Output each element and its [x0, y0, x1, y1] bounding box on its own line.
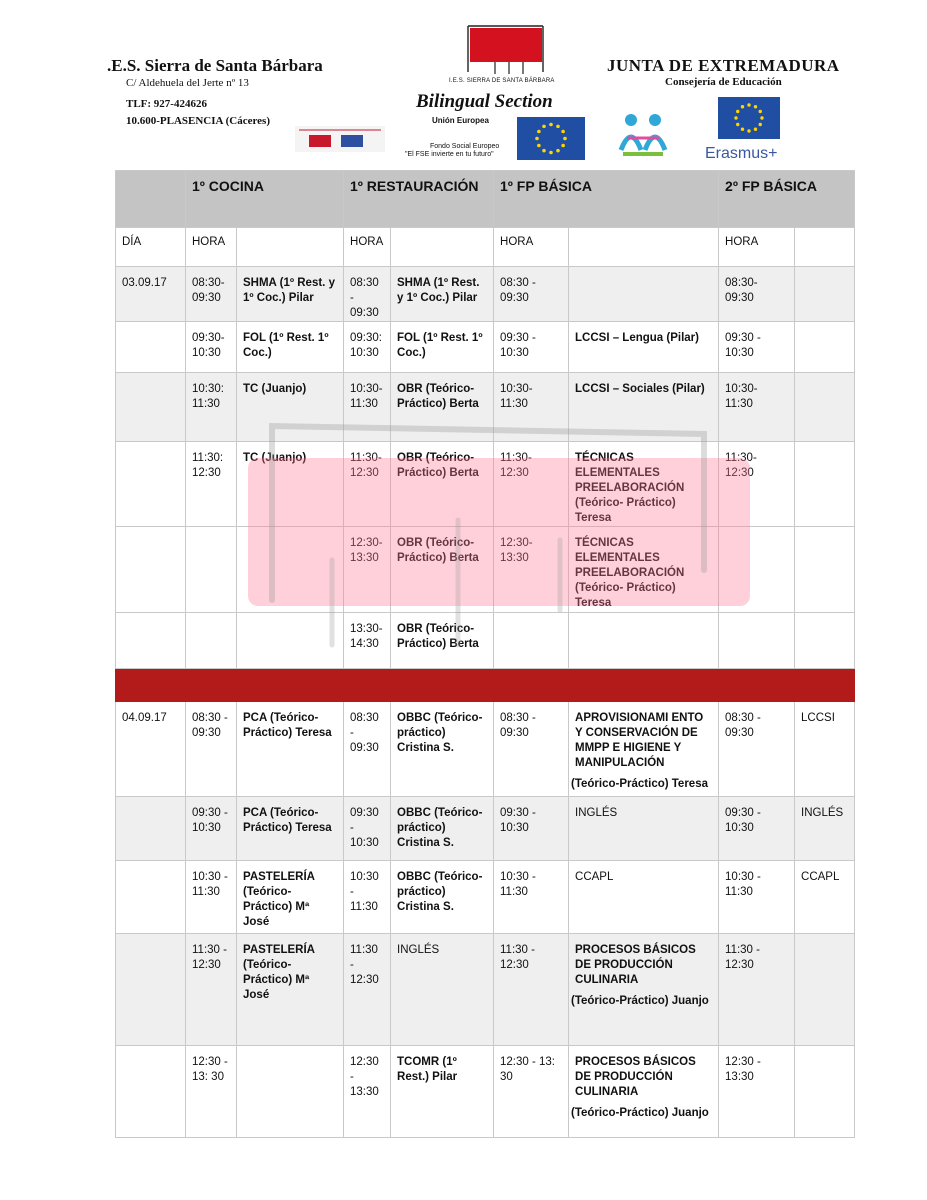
- day-empty: [116, 373, 186, 442]
- school-city: 10.600-PLASENCIA (Cáceres): [126, 115, 271, 127]
- table-row: [116, 934, 855, 1046]
- time-cell: 11:30- 12:30: [494, 442, 569, 527]
- subject-cell: SHMA (1º Rest. y 1º Coc.) Pilar: [237, 267, 344, 322]
- header-restauracion: 1º RESTAURACIÓN: [344, 171, 494, 228]
- time-cell: 08:30- 09:30: [186, 267, 237, 322]
- eu-star-icon: [556, 149, 560, 153]
- fse-label: Fondo Social Europeo: [430, 143, 500, 150]
- subject-cell: TC (Juanjo): [237, 373, 344, 442]
- eu-star-icon: [759, 123, 762, 126]
- subject-cell: INGLÉS: [391, 934, 494, 1046]
- time-cell: 10:30 - 11:30: [186, 861, 237, 934]
- hora-label: HORA: [186, 228, 237, 267]
- school-phone: TLF: 927-424626: [126, 98, 207, 110]
- time-cell: 10:30 - 11:30: [719, 861, 795, 934]
- hora-label: HORA: [344, 228, 391, 267]
- time-cell: 08:30 - 09:30: [494, 267, 569, 322]
- day-separator-row: [116, 669, 855, 702]
- time-cell: 08:30 - 09:30: [344, 267, 391, 322]
- subject-cell: [795, 527, 855, 613]
- day-empty: [116, 1046, 186, 1138]
- time-cell: 11:30- 12:30: [344, 442, 391, 527]
- school-address: C/ Aldehuela del Jerte nº 13: [126, 77, 249, 89]
- dia-label: DÍA: [116, 228, 186, 267]
- header-fp2: 2º FP BÁSICA: [719, 171, 855, 228]
- subject-cell: [795, 322, 855, 373]
- eu-star-icon: [734, 116, 737, 119]
- subject-cell: FOL (1º Rest. 1º Coc.): [237, 322, 344, 373]
- table-row: [116, 861, 855, 934]
- subheader-row: [116, 228, 855, 267]
- eu-star-icon: [760, 116, 763, 119]
- subject-cell: PCA (Teórico-Práctico) Teresa: [237, 702, 344, 797]
- eu-star-icon: [747, 103, 750, 106]
- eu-star-icon: [736, 123, 739, 126]
- eu-star-icon: [542, 149, 546, 153]
- subject-cell: FOL (1º Rest. 1º Coc.): [391, 322, 494, 373]
- time-cell: 09:30: 10:30: [344, 322, 391, 373]
- eu-star-icon: [549, 123, 553, 127]
- subject-cell: OBR (Teórico-Práctico) Berta: [391, 613, 494, 669]
- eu-star-icon: [556, 125, 560, 129]
- table-row: [116, 702, 855, 797]
- blank: [795, 228, 855, 267]
- time-cell: 12:30- 13:30: [344, 527, 391, 613]
- subject-cell: OBR (Teórico-Práctico) Berta: [391, 373, 494, 442]
- eu-star-icon: [535, 137, 539, 141]
- subject-cell: TC (Juanjo): [237, 442, 344, 527]
- table-row: [116, 267, 855, 322]
- time-cell: 09:30 - 10:30: [186, 797, 237, 861]
- subject-cell: [795, 267, 855, 322]
- time-cell: 11:30 - 12:30: [494, 934, 569, 1046]
- subject-cell: APROVISIONAMI ENTO Y CONSERVACIÓN DE MMPP E HIGIENE Y MANIPULACIÓN (Teórico-Práctico) Teresa: [569, 702, 719, 797]
- eu-star-icon: [537, 130, 541, 134]
- day-empty: [116, 861, 186, 934]
- subject-cell: TCOMR (1º Rest.) Pilar: [391, 1046, 494, 1138]
- subject-cell: INGLÉS: [795, 797, 855, 861]
- blank: [237, 228, 344, 267]
- table-row: [116, 1046, 855, 1138]
- eu-star-icon: [759, 110, 762, 113]
- time-cell: [186, 613, 237, 669]
- schedule-table: [115, 170, 855, 1138]
- time-cell: 11:30 - 12:30: [186, 934, 237, 1046]
- day-empty: [116, 613, 186, 669]
- eu-star-icon: [754, 105, 757, 108]
- subject-cell: [795, 1046, 855, 1138]
- subject-cell: [795, 373, 855, 442]
- subject-cell: SHMA (1º Rest. y 1º Coc.) Pilar: [391, 267, 494, 322]
- subject-cell: [569, 267, 719, 322]
- time-cell: 10:30 - 11:30: [344, 861, 391, 934]
- subject-cell: [795, 934, 855, 1046]
- subject-cell: OBR (Teórico-Práctico) Berta: [391, 527, 494, 613]
- eu-star-icon: [741, 128, 744, 131]
- time-cell: 09:30 - 10:30: [494, 797, 569, 861]
- subject-cell: LCCSI – Lengua (Pilar): [569, 322, 719, 373]
- subject-cell: [795, 442, 855, 527]
- header-empty: [116, 171, 186, 228]
- time-cell: 11:30 - 12:30: [719, 934, 795, 1046]
- time-cell: 10:30 - 11:30: [494, 861, 569, 934]
- fse-slogan: "El FSE invierte en tu futuro": [405, 151, 494, 158]
- ies-logo-icon: [465, 24, 545, 76]
- time-cell: 09:30 - 10:30: [344, 797, 391, 861]
- day-empty: [116, 442, 186, 527]
- language-portfolio-logo-icon: [295, 126, 385, 152]
- subject-cell: OBR (Teórico-Práctico) Berta: [391, 442, 494, 527]
- subject-cell: [795, 613, 855, 669]
- eu-flag-icon: [517, 117, 585, 160]
- eu-star-icon: [561, 144, 565, 148]
- eu-star-icon: [563, 137, 567, 141]
- subject-cell: PASTELERÍA (Teórico-Práctico) Mª José: [237, 934, 344, 1046]
- header-row: [116, 171, 855, 228]
- time-cell: 11:30 - 12:30: [344, 934, 391, 1046]
- time-cell: 12:30 - 13:30: [344, 1046, 391, 1138]
- subject-cell: INGLÉS: [569, 797, 719, 861]
- subject-cell: OBBC (Teórico-práctico) Cristina S.: [391, 797, 494, 861]
- subject-cell: LCCSI – Sociales (Pilar): [569, 373, 719, 442]
- time-cell: 08:30 - 09:30: [494, 702, 569, 797]
- time-cell: 12:30 - 13:30: [719, 1046, 795, 1138]
- time-cell: 09:30 - 10:30: [719, 797, 795, 861]
- time-cell: 13:30- 14:30: [344, 613, 391, 669]
- time-cell: 09:30- 10:30: [186, 322, 237, 373]
- time-cell: 09:30 - 10:30: [494, 322, 569, 373]
- subject-cell: CCAPL: [795, 861, 855, 934]
- time-cell: 10:30- 11:30: [719, 373, 795, 442]
- time-cell: 08:30 - 09:30: [186, 702, 237, 797]
- hora-label: HORA: [494, 228, 569, 267]
- time-cell: 08:30 - 09:30: [719, 702, 795, 797]
- time-cell: 08:30 - 09:30: [344, 702, 391, 797]
- time-cell: 11:30: 12:30: [186, 442, 237, 527]
- day-empty: [116, 527, 186, 613]
- time-cell: 10:30- 11:30: [344, 373, 391, 442]
- eu-star-icon: [736, 110, 739, 113]
- time-cell: 12:30 - 13: 30: [186, 1046, 237, 1138]
- erasmus-logo: Erasmus+: [705, 145, 778, 162]
- subject-cell: PROCESOS BÁSICOS DE PRODUCCIÓN CULINARIA (Teórico-Práctico) Juanjo: [569, 934, 719, 1046]
- table-row: [116, 322, 855, 373]
- subject-cell: CCAPL: [569, 861, 719, 934]
- school-name: .E.S. Sierra de Santa Bárbara: [107, 56, 323, 75]
- blank: [391, 228, 494, 267]
- eu-star-icon: [549, 151, 553, 155]
- eu-star-icon: [537, 144, 541, 148]
- consejeria-label: Consejería de Educación: [665, 76, 782, 88]
- time-cell: 08:30- 09:30: [719, 267, 795, 322]
- eu-star-icon: [561, 130, 565, 134]
- subject-cell: PCA (Teórico-Práctico) Teresa: [237, 797, 344, 861]
- time-cell: 12:30 - 13: 30: [494, 1046, 569, 1138]
- day-empty: [116, 797, 186, 861]
- time-cell: [719, 613, 795, 669]
- time-cell: 10:30- 11:30: [494, 373, 569, 442]
- day-empty: [116, 322, 186, 373]
- bilingual-section-title: Bilingual Section: [416, 91, 553, 112]
- eu-star-icon: [741, 105, 744, 108]
- time-cell: 12:30- 13:30: [494, 527, 569, 613]
- eu-star-icon: [754, 128, 757, 131]
- time-cell: 09:30 - 10:30: [719, 322, 795, 373]
- subject-cell: OBBC (Teórico-práctico) Cristina S.: [391, 702, 494, 797]
- subject-cell: PASTELERÍA (Teórico-Práctico) Mª José: [237, 861, 344, 934]
- erasmus-eu-flag-icon: [718, 97, 780, 139]
- subject-cell: TÉCNICAS ELEMENTALES PREELABORACIÓN (Teórico- Práctico) Teresa: [569, 442, 719, 527]
- hora-label: HORA: [719, 228, 795, 267]
- table-row: [116, 797, 855, 861]
- day-date: 04.09.17: [116, 702, 186, 797]
- header-fp1: 1º FP BÁSICA: [494, 171, 719, 228]
- subject-cell: [237, 1046, 344, 1138]
- watermark-outline-icon: [268, 420, 708, 650]
- time-cell: 10:30: 11:30: [186, 373, 237, 442]
- day-empty: [116, 934, 186, 1046]
- header-cocina: 1º COCINA: [186, 171, 344, 228]
- eu-star-icon: [542, 125, 546, 129]
- subject-cell: TÉCNICAS ELEMENTALES PREELABORACIÓN (Teórico- Práctico) Teresa: [569, 527, 719, 613]
- subject-cell: PROCESOS BÁSICOS DE PRODUCCIÓN CULINARIA (Teórico-Práctico) Juanjo: [569, 1046, 719, 1138]
- subject-cell: LCCSI: [795, 702, 855, 797]
- union-europea-label: Unión Europea: [432, 116, 489, 125]
- ies-logo-caption: I.E.S. SIERRA DE SANTA BÁRBARA: [449, 78, 555, 84]
- program-people-logo-icon: [613, 110, 673, 158]
- time-cell: [186, 527, 237, 613]
- junta-title: JUNTA DE EXTREMADURA: [607, 56, 840, 75]
- time-cell: 11:30- 12:30: [719, 442, 795, 527]
- day-date: 03.09.17: [116, 267, 186, 322]
- blank: [569, 228, 719, 267]
- eu-star-icon: [747, 129, 750, 132]
- subject-cell: OBBC (Teórico-práctico) Cristina S.: [391, 861, 494, 934]
